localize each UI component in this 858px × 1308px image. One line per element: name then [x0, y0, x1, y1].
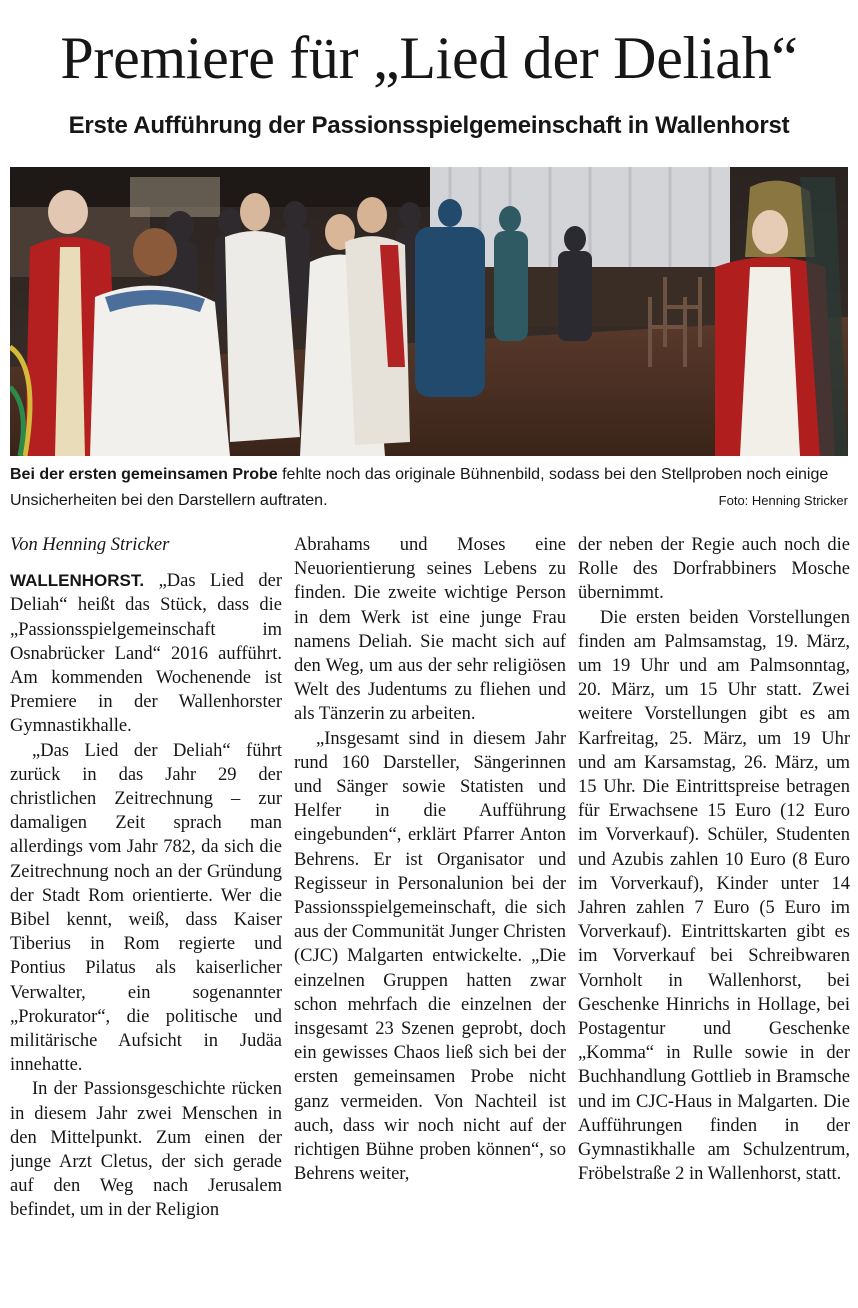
headline: Premiere für „Lied der Deliah“ — [60, 25, 798, 91]
paragraph: der neben der Regie auch noch die Rolle des Dorfrabbiners Mosche übernimmt. — [578, 535, 850, 604]
dateline: WALLENHORST. — [10, 571, 145, 591]
paragraph — [10, 569, 282, 738]
article-column-3 — [578, 533, 850, 1293]
paragraph: „Insgesamt sind in diesem Jahr rund 160 Darsteller, Sängerinnen und Sänger sowie Statisten und Helfer in die Aufführung eingebunden“, erklärt Pfarrer Anton Behrens. Er ist Organisator und Regisseur in Personalunion bei der Passionsspielgemeinschaft, die sich aus der Communität Junger Christen (CJC) Malgarten entwickelte. „Die einzelnen Gruppen hatten zwar schon mehrfach die einzelnen der insgesamt 23 Szenen geprobt, doch ein gewisses Chaos ließ sich bei der ersten gemeinsamen Probe nicht ganz vermeiden. Von Nachteil ist auch, dass wir noch nicht auf der richtigen Bühne proben können“, so Behrens weiter, — [294, 728, 566, 1185]
paragraph-text: „Das Lied der Deliah“ heißt das Stück, dass die „Passionsspielgemeinschaft im Osnabrücker Land“ 2016 aufführt. Am kommenden Wochenende ist Premiere in der Wallenhorster Gymnastikhalle. — [10, 571, 282, 737]
photo-caption — [10, 462, 848, 514]
article-column-2 — [294, 533, 566, 1293]
rehearsal-photo — [10, 167, 848, 456]
paragraph: „Das Lied der Deliah“ führt zurück in das Jahr 29 der christlichen Zeitrechnung – zur damaligen Zeit sprach man allerdings vom Jahr 782, da sich die Zeitrechnung noch an der Gründung der Stadt Rom orientierte. Wer die Bibel kennt, weiß, dass Kaiser Tiberius in Rom regierte und Pontius Pilatus als kaiserlicher Verwalter, ein sogenannter „Prokurator“, die politische und militärische Aufsicht in Judäa innehatte. — [10, 740, 282, 1076]
paragraph: Die ersten beiden Vorstellungen finden am Palmsamstag, 19. März, um 19 Uhr und am Palmsonntag, 20. März, um 15 Uhr statt. Zwei weitere Vorstellungen gibt es am Karfreitag, 25. März, um 19 Uhr und am Karsamstag, 26. März, um 15 Uhr. Die Eintrittspreise betragen für Erwachsene 15 Euro (12 Euro im Vorverkauf). Schüler, Studenten und Azubis zahlen 10 Euro (8 Euro im Vorverkauf), Kinder unter 14 Jahren zahlen 7 Euro (5 Euro im Vorverkauf). Eintrittskarten gibt es im Vorverkauf bei Schreibwaren Vornholt in Wallenhorst, bei Geschenke Hinrichs in Hollage, bei Postagentur und Geschenke „Komma“ in Rulle sowie in der Buchhandlung Gottlieb in Bramsche und im CJC-Haus in Malgarten. Die Aufführungen finden in der Gymnastikhalle am Schulzentrum, Fröbelstraße 2 in Wallenhorst, statt. — [578, 607, 850, 1185]
caption-text: fehlte noch das originale Bühnenbild, sodass bei den Stellproben noch einige Unsicherheiten bei den Darstellern auftraten. — [10, 466, 829, 509]
subheadline: Erste Aufführung der Passionsspielgemeinschaft in Wallenhorst — [68, 112, 790, 139]
caption-lead: Bei der ersten gemeinsamen Probe — [10, 466, 278, 483]
article-column-1 — [10, 533, 282, 1293]
photo-credit: Foto: Henning Stricker — [718, 493, 848, 508]
paragraph: In der Passionsgeschichte rücken in diesem Jahr zwei Menschen in den Mittelpunkt. Zum einen der junge Arzt Cletus, der sich gerade auf den Weg nach Jerusalem befindet, um in der Religion — [10, 1079, 282, 1221]
paragraph: Abrahams und Moses eine Neuorientierung seines Lebens zu finden. Die zweite wichtige Person in dem Werk ist eine junge Frau namens Deliah. Sie macht sich auf den Weg, um aus der sehr religiösen Welt des Judentums zu fliehen und als Tänzerin zu arbeiten. — [294, 535, 566, 725]
byline: Von Henning Stricker — [10, 535, 170, 555]
